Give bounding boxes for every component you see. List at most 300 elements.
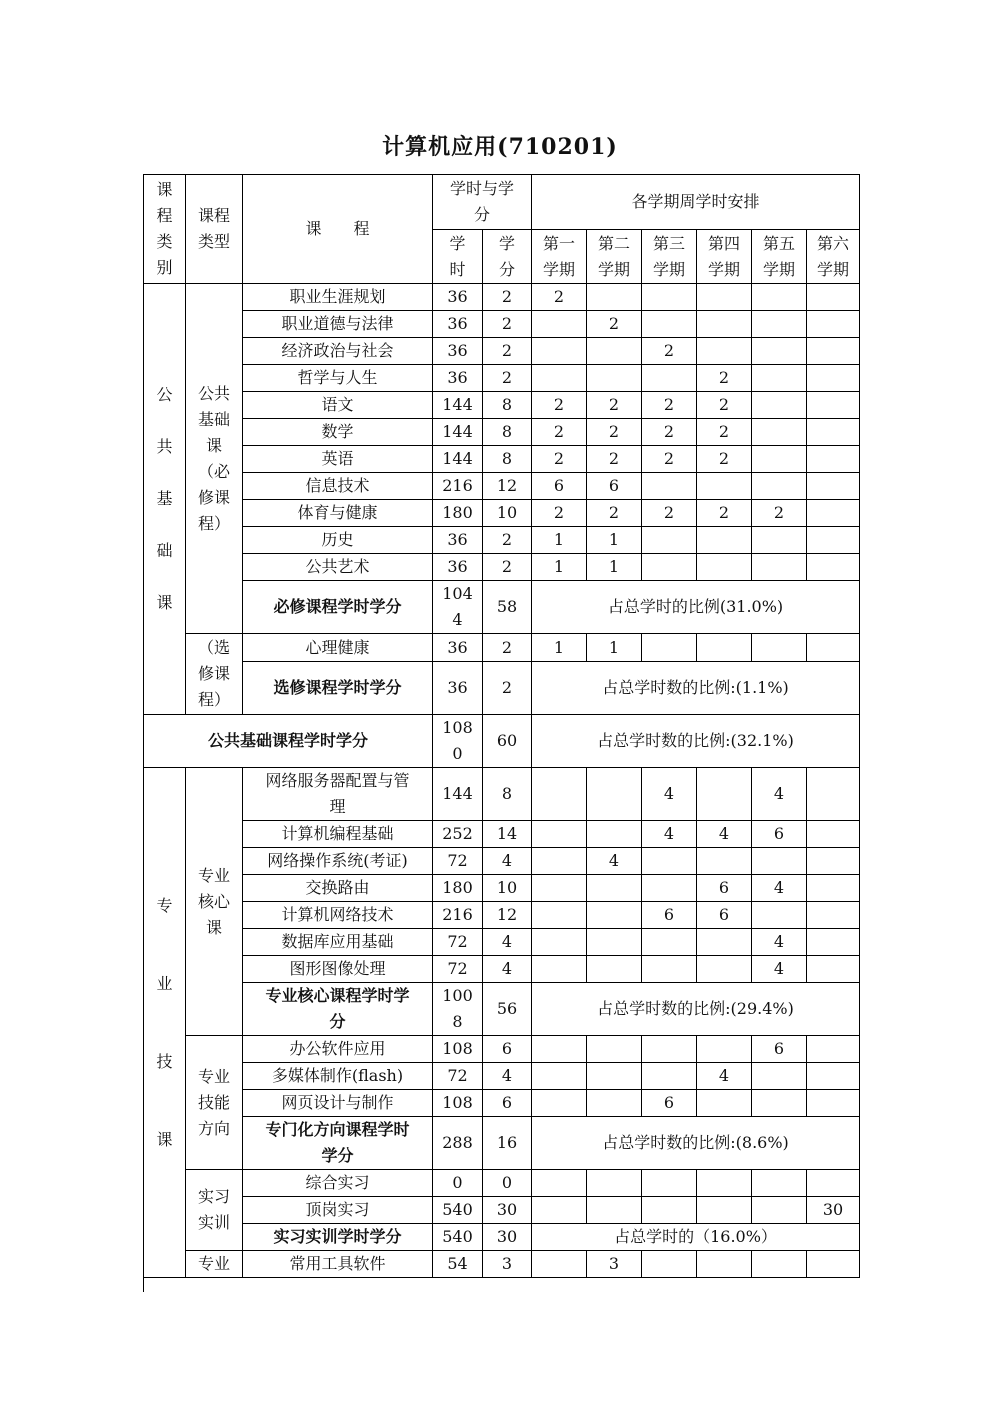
semester-hours-cell <box>587 929 642 956</box>
course-hours: 180 <box>433 500 483 527</box>
semester-hours-cell <box>752 554 807 581</box>
semester-hours-cell: 2 <box>697 392 752 419</box>
semester-hours-cell <box>807 473 860 500</box>
semester-hours-cell <box>642 365 697 392</box>
semester-hours-cell: 2 <box>532 446 587 473</box>
course-hours: 108 <box>433 1036 483 1063</box>
semester-hours-cell: 2 <box>642 500 697 527</box>
semester-hours-cell <box>532 848 587 875</box>
header-course: 课 程 <box>243 175 433 284</box>
course-name: 常用工具软件 <box>243 1251 433 1278</box>
header-hours-credits: 学时与学 分 <box>433 175 532 230</box>
semester-hours-cell: 2 <box>532 419 587 446</box>
subtotal-label: 专业核心课程学时学 分 <box>243 983 433 1036</box>
semester-hours-cell <box>587 1090 642 1117</box>
semester-hours-cell: 2 <box>587 392 642 419</box>
semester-hours-cell <box>807 527 860 554</box>
type-professional-core: 专业 核心 课 <box>186 768 243 1036</box>
semester-hours-cell <box>642 1251 697 1278</box>
semester-hours-cell <box>697 473 752 500</box>
course-name: 体育与健康 <box>243 500 433 527</box>
semester-hours-cell <box>642 929 697 956</box>
subtotal-hours: 36 <box>433 662 483 715</box>
semester-hours-cell <box>642 1063 697 1090</box>
semester-hours-cell <box>642 1036 697 1063</box>
semester-hours-cell <box>587 821 642 848</box>
course-name: 网络服务器配置与管 理 <box>243 768 433 821</box>
table-row <box>144 875 860 902</box>
course-credits: 6 <box>483 1090 532 1117</box>
semester-hours-cell <box>807 821 860 848</box>
course-name: 语文 <box>243 392 433 419</box>
semester-hours-cell <box>807 392 860 419</box>
course-hours: 144 <box>433 419 483 446</box>
semester-hours-cell <box>807 338 860 365</box>
subtotal-ratio: 占总学时数的比例:(8.6%) <box>532 1117 860 1170</box>
semester-hours-cell <box>532 338 587 365</box>
course-name: 交换路由 <box>243 875 433 902</box>
semester-hours-cell <box>532 902 587 929</box>
subtotal-credits: 2 <box>483 662 532 715</box>
course-hours: 36 <box>433 554 483 581</box>
semester-hours-cell <box>532 365 587 392</box>
table-row <box>144 338 860 365</box>
semester-hours-cell <box>697 768 752 821</box>
semester-hours-cell <box>752 634 807 662</box>
semester-hours-cell: 4 <box>642 768 697 821</box>
course-name: 图形图像处理 <box>243 956 433 983</box>
header-category: 课 程 类 别 <box>144 175 186 284</box>
semester-hours-cell <box>807 875 860 902</box>
table-row <box>144 1090 860 1117</box>
semester-hours-cell <box>642 473 697 500</box>
semester-hours-cell: 2 <box>697 419 752 446</box>
course-credits: 2 <box>483 527 532 554</box>
semester-hours-cell <box>587 284 642 311</box>
course-hours: 36 <box>433 634 483 662</box>
course-hours: 36 <box>433 311 483 338</box>
semester-hours-cell <box>807 848 860 875</box>
table-row <box>144 634 860 662</box>
semester-hours-cell: 6 <box>697 902 752 929</box>
semester-hours-cell: 4 <box>587 848 642 875</box>
semester-hours-cell <box>532 1197 587 1224</box>
semester-hours-cell <box>697 929 752 956</box>
section-total-ratio: 占总学时数的比例:(32.1%) <box>532 715 860 768</box>
semester-hours-cell: 6 <box>642 902 697 929</box>
course-credits: 8 <box>483 768 532 821</box>
table-row <box>144 554 860 581</box>
course-hours: 72 <box>433 1063 483 1090</box>
category-public-basic: 公 共 基 础 课 <box>144 284 186 715</box>
table-row <box>144 662 860 715</box>
table-row <box>144 419 860 446</box>
semester-hours-cell <box>752 446 807 473</box>
table-row <box>144 715 860 768</box>
semester-hours-cell <box>697 311 752 338</box>
semester-hours-cell <box>532 1170 587 1197</box>
course-name: 网络操作系统(考证) <box>243 848 433 875</box>
semester-hours-cell <box>532 1063 587 1090</box>
course-hours: 216 <box>433 473 483 500</box>
course-hours: 72 <box>433 929 483 956</box>
semester-hours-cell <box>752 365 807 392</box>
semester-hours-cell <box>807 1170 860 1197</box>
semester-hours-cell <box>807 768 860 821</box>
semester-hours-cell <box>807 419 860 446</box>
type-public-required: 公共 基础 课 （必 修课 程） <box>186 284 243 634</box>
course-name: 办公软件应用 <box>243 1036 433 1063</box>
semester-hours-cell: 2 <box>532 284 587 311</box>
course-credits: 10 <box>483 875 532 902</box>
semester-hours-cell <box>752 527 807 554</box>
semester-hours-cell <box>807 1090 860 1117</box>
course-name: 哲学与人生 <box>243 365 433 392</box>
semester-hours-cell <box>752 338 807 365</box>
course-credits: 4 <box>483 956 532 983</box>
semester-hours-cell: 3 <box>587 1251 642 1278</box>
semester-hours-cell <box>642 527 697 554</box>
course-name: 顶岗实习 <box>243 1197 433 1224</box>
course-name: 历史 <box>243 527 433 554</box>
course-hours: 36 <box>433 338 483 365</box>
header-course-type: 课程 类型 <box>186 175 243 284</box>
semester-hours-cell <box>807 554 860 581</box>
semester-hours-cell: 1 <box>532 527 587 554</box>
table-row <box>144 392 860 419</box>
course-name: 计算机编程基础 <box>243 821 433 848</box>
semester-hours-cell <box>587 875 642 902</box>
semester-hours-cell <box>532 875 587 902</box>
semester-hours-cell <box>587 768 642 821</box>
course-hours: 144 <box>433 392 483 419</box>
semester-hours-cell: 6 <box>532 473 587 500</box>
semester-hours-cell <box>642 634 697 662</box>
table-row <box>144 956 860 983</box>
semester-hours-cell <box>642 311 697 338</box>
header-credits: 学 分 <box>483 230 532 284</box>
course-hours: 180 <box>433 875 483 902</box>
semester-hours-cell: 1 <box>587 527 642 554</box>
course-hours: 108 <box>433 1090 483 1117</box>
course-hours: 54 <box>433 1251 483 1278</box>
course-name: 心理健康 <box>243 634 433 662</box>
course-name: 经济政治与社会 <box>243 338 433 365</box>
table-row <box>144 983 860 1036</box>
table-row <box>144 284 860 311</box>
semester-hours-cell <box>807 1251 860 1278</box>
semester-hours-cell <box>807 284 860 311</box>
semester-hours-cell <box>642 848 697 875</box>
course-hours: 0 <box>433 1170 483 1197</box>
subtotal-credits: 56 <box>483 983 532 1036</box>
semester-hours-cell: 4 <box>752 768 807 821</box>
subtotal-credits: 16 <box>483 1117 532 1170</box>
course-credits: 2 <box>483 554 532 581</box>
semester-hours-cell: 2 <box>532 392 587 419</box>
semester-hours-cell <box>807 365 860 392</box>
semester-hours-cell <box>532 929 587 956</box>
semester-hours-cell <box>752 1063 807 1090</box>
table-row <box>144 581 860 634</box>
semester-hours-cell <box>697 848 752 875</box>
semester-hours-cell: 4 <box>697 1063 752 1090</box>
semester-hours-cell <box>532 311 587 338</box>
semester-hours-cell: 2 <box>532 500 587 527</box>
course-credits: 2 <box>483 338 532 365</box>
header-semester-5: 第五 学期 <box>752 230 807 284</box>
semester-hours-cell <box>587 338 642 365</box>
course-name: 数据库应用基础 <box>243 929 433 956</box>
section-total-label: 公共基础课程学时学分 <box>144 715 433 768</box>
semester-hours-cell <box>697 527 752 554</box>
header-semester-schedule: 各学期周学时安排 <box>532 175 860 230</box>
semester-hours-cell <box>697 956 752 983</box>
semester-hours-cell: 6 <box>697 875 752 902</box>
semester-hours-cell <box>807 311 860 338</box>
table-row <box>144 473 860 500</box>
semester-hours-cell <box>587 1063 642 1090</box>
subtotal-ratio: 占总学时数的比例:(29.4%) <box>532 983 860 1036</box>
semester-hours-cell: 2 <box>587 500 642 527</box>
semester-hours-cell: 4 <box>697 821 752 848</box>
course-name: 公共艺术 <box>243 554 433 581</box>
semester-hours-cell <box>697 284 752 311</box>
semester-hours-cell: 6 <box>642 1090 697 1117</box>
table-row <box>144 768 860 821</box>
semester-hours-cell <box>752 1197 807 1224</box>
course-hours: 252 <box>433 821 483 848</box>
section-total-hours: 108 0 <box>433 715 483 768</box>
type-public-elective: （选 修课 程） <box>186 634 243 715</box>
subtotal-label: 专门化方向课程学时 学分 <box>243 1117 433 1170</box>
semester-hours-cell: 1 <box>587 554 642 581</box>
course-credits: 4 <box>483 929 532 956</box>
semester-hours-cell <box>697 338 752 365</box>
semester-hours-cell: 4 <box>752 956 807 983</box>
course-credits: 4 <box>483 1063 532 1090</box>
course-hours: 36 <box>433 527 483 554</box>
course-schedule-table <box>143 174 860 1278</box>
semester-hours-cell <box>697 1036 752 1063</box>
table-row <box>144 848 860 875</box>
header-semester-6: 第六 学期 <box>807 230 860 284</box>
subtotal-hours: 288 <box>433 1117 483 1170</box>
course-name: 计算机网络技术 <box>243 902 433 929</box>
course-credits: 2 <box>483 365 532 392</box>
semester-hours-cell <box>587 956 642 983</box>
semester-hours-cell <box>752 1090 807 1117</box>
table-row <box>144 821 860 848</box>
semester-hours-cell <box>532 956 587 983</box>
semester-hours-cell <box>752 1170 807 1197</box>
course-name: 英语 <box>243 446 433 473</box>
semester-hours-cell <box>532 1036 587 1063</box>
table-row <box>144 1224 860 1251</box>
table-row <box>144 902 860 929</box>
semester-hours-cell <box>752 902 807 929</box>
semester-hours-cell <box>532 1090 587 1117</box>
table-row <box>144 365 860 392</box>
type-practice: 实习 实训 <box>186 1170 243 1251</box>
header-hours: 学 时 <box>433 230 483 284</box>
semester-hours-cell <box>642 284 697 311</box>
subtotal-label: 选修课程学时学分 <box>243 662 433 715</box>
course-hours: 144 <box>433 446 483 473</box>
semester-hours-cell <box>697 1197 752 1224</box>
semester-hours-cell: 1 <box>587 634 642 662</box>
semester-hours-cell <box>807 929 860 956</box>
semester-hours-cell <box>532 768 587 821</box>
category-professional: 专 业 技 课 <box>144 768 186 1278</box>
course-credits: 12 <box>483 473 532 500</box>
section-total-credits: 60 <box>483 715 532 768</box>
course-hours: 144 <box>433 768 483 821</box>
table-row <box>144 1063 860 1090</box>
semester-hours-cell <box>642 554 697 581</box>
table-row <box>144 1197 860 1224</box>
semester-hours-cell <box>697 1251 752 1278</box>
course-hours: 36 <box>433 284 483 311</box>
semester-hours-cell <box>587 1036 642 1063</box>
semester-hours-cell: 30 <box>807 1197 860 1224</box>
semester-hours-cell <box>642 1170 697 1197</box>
course-name: 多媒体制作(flash) <box>243 1063 433 1090</box>
subtotal-credits: 58 <box>483 581 532 634</box>
course-credits: 10 <box>483 500 532 527</box>
course-credits: 8 <box>483 446 532 473</box>
header-semester-2: 第二 学期 <box>587 230 642 284</box>
course-credits: 8 <box>483 419 532 446</box>
semester-hours-cell <box>807 634 860 662</box>
course-hours: 72 <box>433 848 483 875</box>
subtotal-hours: 100 8 <box>433 983 483 1036</box>
semester-hours-cell <box>807 956 860 983</box>
semester-hours-cell: 6 <box>752 821 807 848</box>
table-row <box>144 1251 860 1278</box>
subtotal-ratio: 占总学时的比例(31.0%) <box>532 581 860 634</box>
type-professional-skill: 专业 技能 方向 <box>186 1036 243 1170</box>
semester-hours-cell <box>587 365 642 392</box>
semester-hours-cell <box>752 1251 807 1278</box>
semester-hours-cell: 2 <box>697 500 752 527</box>
semester-hours-cell <box>642 875 697 902</box>
table-row <box>144 311 860 338</box>
course-name: 网页设计与制作 <box>243 1090 433 1117</box>
semester-hours-cell: 6 <box>587 473 642 500</box>
subtotal-ratio: 占总学时数的比例:(1.1%) <box>532 662 860 715</box>
semester-hours-cell <box>752 311 807 338</box>
semester-hours-cell <box>807 1036 860 1063</box>
course-credits: 14 <box>483 821 532 848</box>
semester-hours-cell <box>697 554 752 581</box>
semester-hours-cell: 2 <box>587 311 642 338</box>
semester-hours-cell <box>697 1090 752 1117</box>
course-name: 职业生涯规划 <box>243 284 433 311</box>
course-credits: 30 <box>483 1197 532 1224</box>
semester-hours-cell: 2 <box>697 365 752 392</box>
course-hours: 540 <box>433 1197 483 1224</box>
semester-hours-cell: 2 <box>587 419 642 446</box>
type-professional-last: 专业 <box>186 1251 243 1278</box>
table-row <box>144 527 860 554</box>
semester-hours-cell: 4 <box>752 929 807 956</box>
semester-hours-cell <box>807 500 860 527</box>
course-name: 信息技术 <box>243 473 433 500</box>
table-row <box>144 1117 860 1170</box>
table-row <box>144 1036 860 1063</box>
semester-hours-cell <box>697 1170 752 1197</box>
course-hours: 72 <box>433 956 483 983</box>
course-credits: 4 <box>483 848 532 875</box>
subtotal-label: 必修课程学时学分 <box>243 581 433 634</box>
semester-hours-cell: 1 <box>532 634 587 662</box>
header-semester-3: 第三 学期 <box>642 230 697 284</box>
course-hours: 36 <box>433 365 483 392</box>
subtotal-credits: 30 <box>483 1224 532 1251</box>
semester-hours-cell: 2 <box>642 419 697 446</box>
semester-hours-cell <box>587 1170 642 1197</box>
page-title: 计算机应用(710201) <box>382 134 618 160</box>
semester-hours-cell <box>587 902 642 929</box>
semester-hours-cell <box>697 634 752 662</box>
course-name: 职业道德与法律 <box>243 311 433 338</box>
semester-hours-cell <box>587 1197 642 1224</box>
semester-hours-cell: 4 <box>752 875 807 902</box>
table-continuation-line <box>143 1278 144 1292</box>
course-credits: 8 <box>483 392 532 419</box>
subtotal-hours: 540 <box>433 1224 483 1251</box>
semester-hours-cell: 2 <box>642 338 697 365</box>
semester-hours-cell <box>642 1197 697 1224</box>
semester-hours-cell <box>752 392 807 419</box>
course-name: 综合实习 <box>243 1170 433 1197</box>
semester-hours-cell <box>807 902 860 929</box>
semester-hours-cell <box>642 956 697 983</box>
semester-hours-cell: 2 <box>642 446 697 473</box>
course-credits: 2 <box>483 284 532 311</box>
course-credits: 2 <box>483 311 532 338</box>
semester-hours-cell: 2 <box>752 500 807 527</box>
course-name: 数学 <box>243 419 433 446</box>
semester-hours-cell <box>752 419 807 446</box>
semester-hours-cell <box>752 473 807 500</box>
table-row <box>144 175 860 230</box>
table-row <box>144 929 860 956</box>
course-credits: 2 <box>483 634 532 662</box>
course-credits: 12 <box>483 902 532 929</box>
course-hours: 216 <box>433 902 483 929</box>
table-row <box>144 446 860 473</box>
subtotal-label: 实习实训学时学分 <box>243 1224 433 1251</box>
subtotal-hours: 104 4 <box>433 581 483 634</box>
subtotal-ratio: 占总学时的（16.0%） <box>532 1224 860 1251</box>
semester-hours-cell <box>752 284 807 311</box>
semester-hours-cell <box>807 446 860 473</box>
semester-hours-cell <box>807 1063 860 1090</box>
semester-hours-cell <box>532 821 587 848</box>
table-row <box>144 500 860 527</box>
header-semester-1: 第一 学期 <box>532 230 587 284</box>
course-credits: 6 <box>483 1036 532 1063</box>
semester-hours-cell <box>752 848 807 875</box>
semester-hours-cell: 2 <box>642 392 697 419</box>
course-credits: 3 <box>483 1251 532 1278</box>
header-semester-4: 第四 学期 <box>697 230 752 284</box>
course-credits: 0 <box>483 1170 532 1197</box>
semester-hours-cell: 1 <box>532 554 587 581</box>
semester-hours-cell: 4 <box>642 821 697 848</box>
